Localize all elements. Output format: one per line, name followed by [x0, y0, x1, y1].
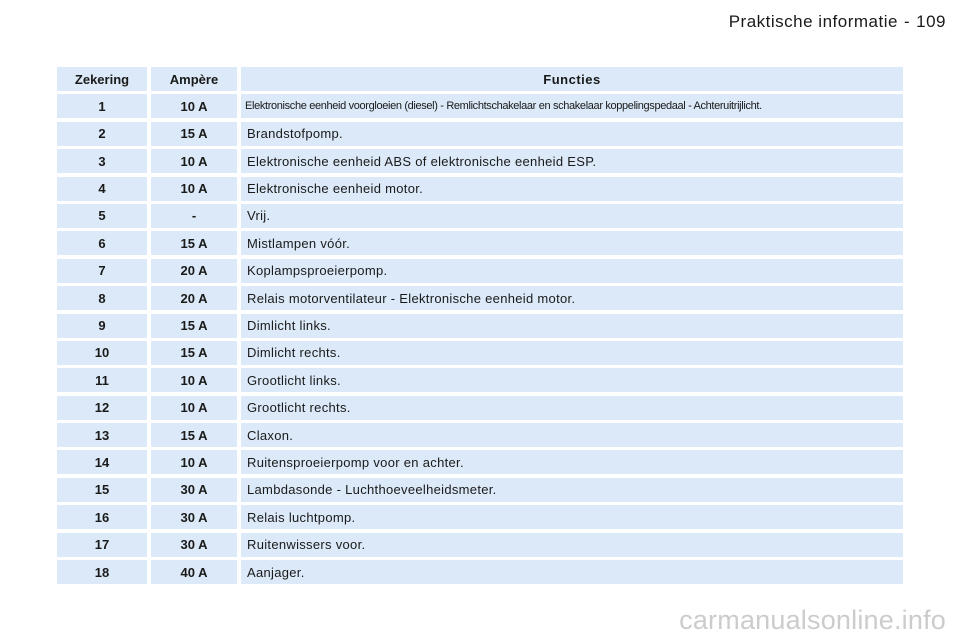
ampere-cell: 10 A	[151, 149, 237, 173]
column-header-ampere: Ampère	[151, 67, 237, 91]
fuse-number-cell: 2	[57, 122, 147, 146]
ampere-cell: 15 A	[151, 122, 237, 146]
column-header-functions: Functies	[241, 67, 903, 91]
function-cell: Grootlicht rechts.	[241, 396, 903, 420]
fuse-number-cell: 5	[57, 204, 147, 228]
table-row	[57, 231, 903, 255]
table-row	[57, 533, 903, 557]
column-header-fuse: Zekering	[57, 67, 147, 91]
fuse-table	[57, 67, 903, 587]
ampere-cell: 30 A	[151, 505, 237, 529]
fuse-number-cell: 14	[57, 450, 147, 474]
fuse-number-cell: 8	[57, 286, 147, 310]
function-cell: Brandstofpomp.	[241, 122, 903, 146]
function-cell: Vrij.	[241, 204, 903, 228]
table-row	[57, 396, 903, 420]
ampere-cell: 10 A	[151, 94, 237, 118]
table-row	[57, 94, 903, 118]
fuse-number-cell: 6	[57, 231, 147, 255]
table-row	[57, 478, 903, 502]
fuse-number-cell: 12	[57, 396, 147, 420]
function-cell: Relais luchtpomp.	[241, 505, 903, 529]
function-cell: Lambdasonde - Luchthoeveelheidsmeter.	[241, 478, 903, 502]
table-row	[57, 177, 903, 201]
ampere-cell: 15 A	[151, 341, 237, 365]
fuse-number-cell: 1	[57, 94, 147, 118]
function-cell: Elektronische eenheid motor.	[241, 177, 903, 201]
function-cell: Claxon.	[241, 423, 903, 447]
ampere-cell: 15 A	[151, 314, 237, 338]
function-cell: Aanjager.	[241, 560, 903, 584]
function-cell: Relais motorventilateur - Elektronische eenheid motor.	[241, 286, 903, 310]
ampere-cell: 10 A	[151, 368, 237, 392]
table-row	[57, 368, 903, 392]
ampere-cell: 30 A	[151, 478, 237, 502]
fuse-number-cell: 3	[57, 149, 147, 173]
page-header	[729, 12, 946, 32]
header-separator: -	[903, 12, 911, 31]
ampere-cell: 15 A	[151, 231, 237, 255]
page-number: 109	[916, 12, 946, 31]
ampere-cell: 15 A	[151, 423, 237, 447]
fuse-number-cell: 18	[57, 560, 147, 584]
function-cell: Koplampsproeierpomp.	[241, 259, 903, 283]
table-row	[57, 505, 903, 529]
table-row	[57, 314, 903, 338]
fuse-number-cell: 16	[57, 505, 147, 529]
fuse-number-cell: 9	[57, 314, 147, 338]
function-cell: Elektronische eenheid ABS of elektronische eenheid ESP.	[241, 149, 903, 173]
ampere-cell: 10 A	[151, 396, 237, 420]
table-row	[57, 259, 903, 283]
fuse-number-cell: 7	[57, 259, 147, 283]
table-header-row	[57, 67, 903, 91]
table-row	[57, 149, 903, 173]
fuse-number-cell: 13	[57, 423, 147, 447]
ampere-cell: 10 A	[151, 450, 237, 474]
table-row	[57, 450, 903, 474]
fuse-number-cell: 10	[57, 341, 147, 365]
table-row	[57, 341, 903, 365]
fuse-number-cell: 17	[57, 533, 147, 557]
function-cell: Ruitensproeierpomp voor en achter.	[241, 450, 903, 474]
ampere-cell: 20 A	[151, 259, 237, 283]
ampere-cell: -	[151, 204, 237, 228]
table-row	[57, 204, 903, 228]
function-cell: Ruitenwissers voor.	[241, 533, 903, 557]
function-cell: Mistlampen vóór.	[241, 231, 903, 255]
function-cell: Elektronische eenheid voorgloeien (diesel) - Remlichtschakelaar en schakelaar koppelingspedaal - Achteruitrijlicht.	[241, 94, 903, 118]
table-row	[57, 122, 903, 146]
function-cell: Dimlicht rechts.	[241, 341, 903, 365]
ampere-cell: 40 A	[151, 560, 237, 584]
fuse-number-cell: 4	[57, 177, 147, 201]
table-row	[57, 286, 903, 310]
table-row	[57, 560, 903, 584]
table-row	[57, 423, 903, 447]
watermark: carmanualsonline.info	[679, 605, 946, 635]
ampere-cell: 20 A	[151, 286, 237, 310]
fuse-number-cell: 15	[57, 478, 147, 502]
function-cell: Grootlicht links.	[241, 368, 903, 392]
ampere-cell: 30 A	[151, 533, 237, 557]
function-cell: Dimlicht links.	[241, 314, 903, 338]
fuse-number-cell: 11	[57, 368, 147, 392]
ampere-cell: 10 A	[151, 177, 237, 201]
section-title: Praktische informatie	[728, 12, 898, 31]
